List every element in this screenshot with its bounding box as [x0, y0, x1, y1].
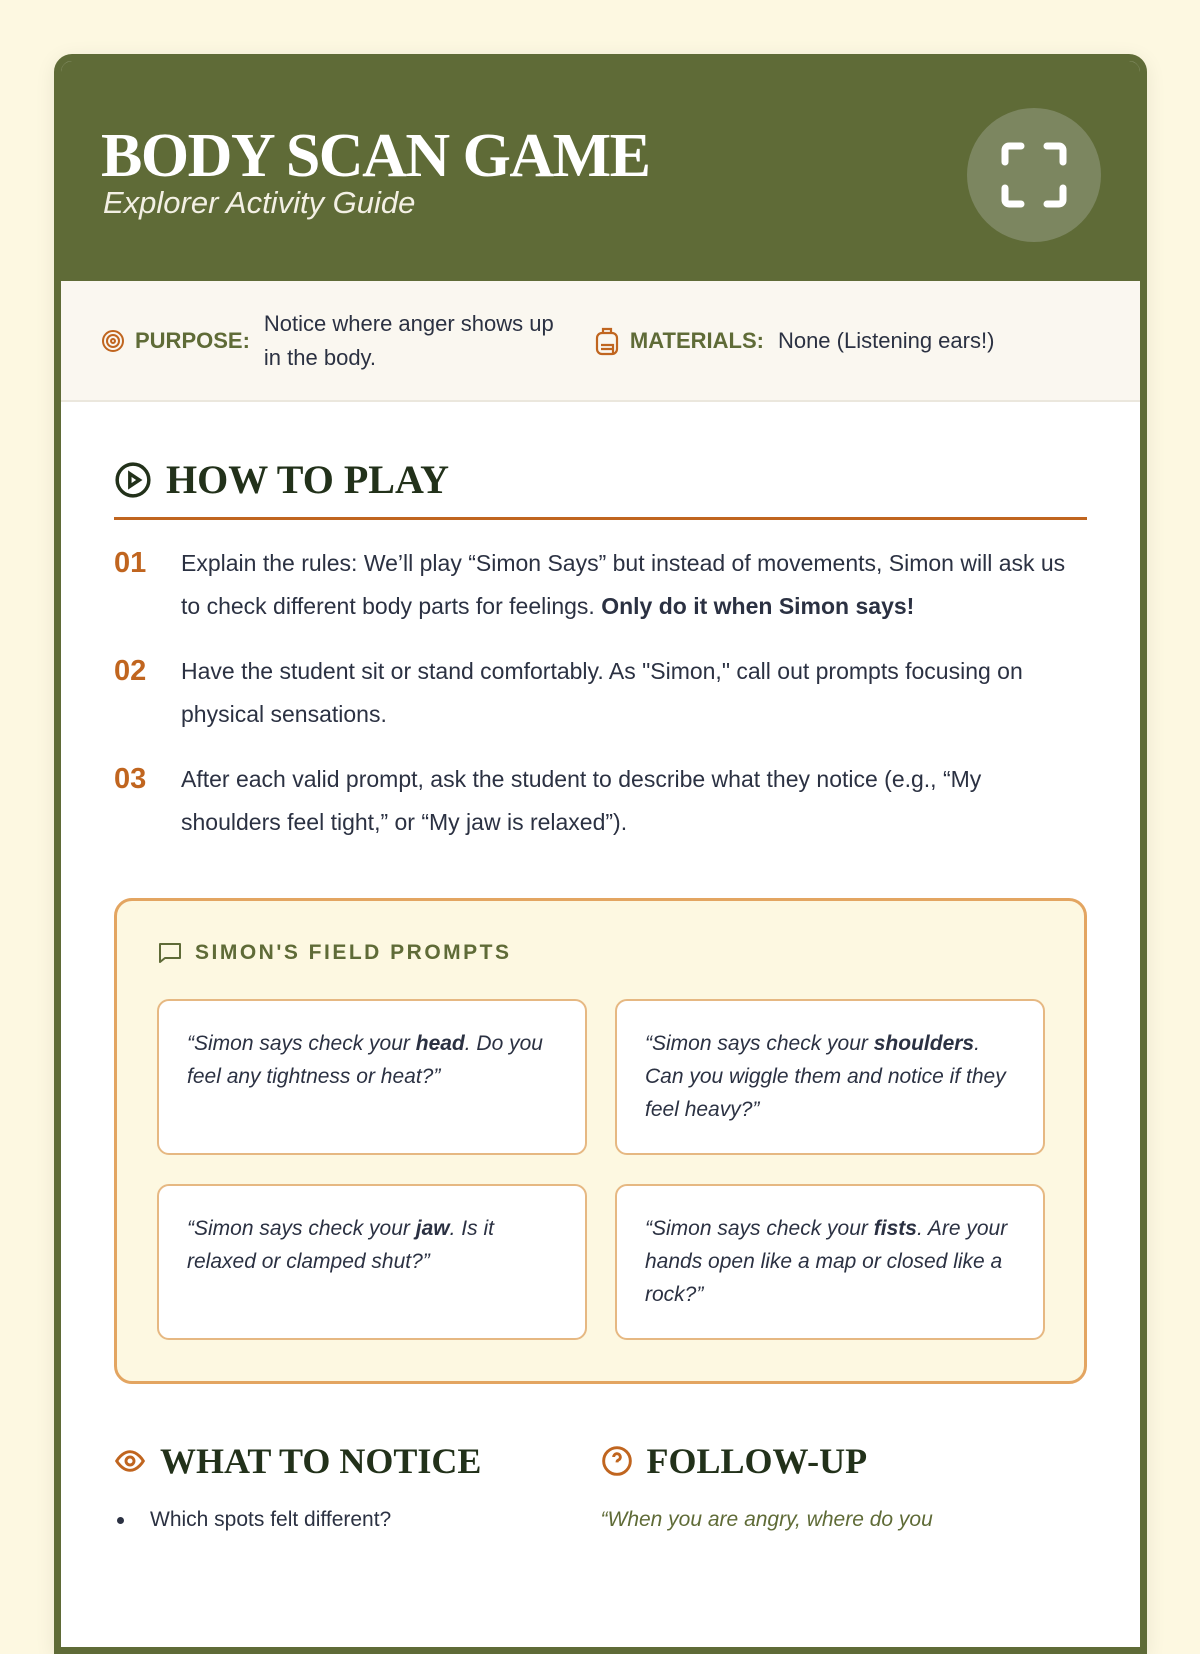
prompt-body-part: jaw: [415, 1217, 450, 1240]
prompt-body-part: fists: [873, 1217, 917, 1240]
prompt-post: . Do you feel any tightness or heat?”: [187, 1032, 543, 1088]
step-text-bold: Only do it when Simon says!: [601, 593, 915, 619]
speech-bubble-icon: [157, 941, 183, 965]
prompt-post: . Is it relaxed or clamped shut?”: [187, 1217, 494, 1273]
list-item-text: Which spots felt different?: [150, 1508, 392, 1531]
prompt-card: [615, 999, 1045, 1155]
prompt-pre: “Simon says check your: [645, 1032, 874, 1055]
play-circle-icon: [114, 461, 152, 499]
step-text-main: Explain the rules: We’ll play “Simon Says” but instead of movements, Simon will ask us to check different body parts for feelings.: [181, 550, 1066, 619]
what-to-notice-heading: [114, 1440, 601, 1482]
scan-button[interactable]: [967, 108, 1101, 242]
prompt-card: [157, 1184, 587, 1340]
page-subtitle: Explorer Activity Guide: [103, 185, 416, 220]
step-text: Have the student sit or stand comfortably. As "Simon," call out prompts focusing on physical sensations.: [181, 658, 1023, 727]
list-item: [114, 1508, 601, 1532]
header: [61, 61, 1140, 281]
step-text: After each valid prompt, ask the student to describe what they notice (e.g., “My shoulders feel tight,” or “My jaw is relaxed”).: [181, 766, 982, 835]
heading-text: HOW TO PLAY: [166, 457, 450, 502]
step-item: [114, 758, 1087, 844]
purpose-value: [264, 307, 594, 375]
step-text: [181, 542, 1087, 628]
step-number: 01: [114, 547, 147, 579]
step-number: 02: [114, 655, 147, 687]
prompts-heading-text: SIMON'S FIELD PROMPTS: [195, 941, 512, 964]
purpose-line-2: in the body.: [263, 344, 377, 370]
what-to-notice-section: [114, 1440, 601, 1532]
prompts-box: [114, 898, 1087, 1384]
materials-label: MATERIALS:: [629, 327, 764, 353]
bullet: [117, 1517, 124, 1524]
heading-text: FOLLOW-UP: [646, 1441, 868, 1481]
backpack-icon: [594, 326, 620, 356]
page-title: BODY SCAN GAME: [101, 122, 650, 190]
how-to-play-heading: [114, 456, 1087, 520]
prompt-pre: “Simon says check your: [645, 1217, 874, 1240]
prompt-pre: “Simon says check your: [187, 1032, 416, 1055]
heading-text: WHAT TO NOTICE: [160, 1441, 482, 1481]
step-number: 03: [114, 763, 147, 795]
materials-value: None (Listening ears!): [777, 327, 995, 353]
activity-card: [54, 54, 1147, 1654]
follow-up-section: [601, 1440, 1088, 1532]
question-circle-icon: [601, 1445, 633, 1477]
prompts-heading: [157, 941, 1044, 965]
info-bar: [61, 281, 1140, 402]
prompt-card: [157, 999, 587, 1155]
main-content: [114, 402, 1087, 1532]
scan-frame-icon: [1001, 142, 1067, 208]
prompt-body-part: head: [415, 1032, 465, 1055]
step-item: [114, 542, 1087, 628]
purpose-label: PURPOSE:: [135, 327, 250, 353]
eye-icon: [114, 1445, 146, 1477]
target-icon: [101, 329, 125, 353]
follow-up-heading: [601, 1440, 1088, 1482]
step-item: [114, 650, 1087, 736]
prompt-pre: “Simon says check your: [187, 1217, 416, 1240]
follow-up-question: “When you are angry, where do you: [600, 1508, 933, 1531]
prompt-card: [615, 1184, 1045, 1340]
prompt-body-part: shoulders: [873, 1032, 975, 1055]
purpose-line-1: Notice where anger shows up: [263, 310, 554, 336]
prompt-post: . Can you wiggle them and notice if they feel heavy?”: [645, 1032, 1006, 1121]
prompt-post: . Are your hands open like a map or closed like a rock?”: [645, 1217, 1008, 1306]
